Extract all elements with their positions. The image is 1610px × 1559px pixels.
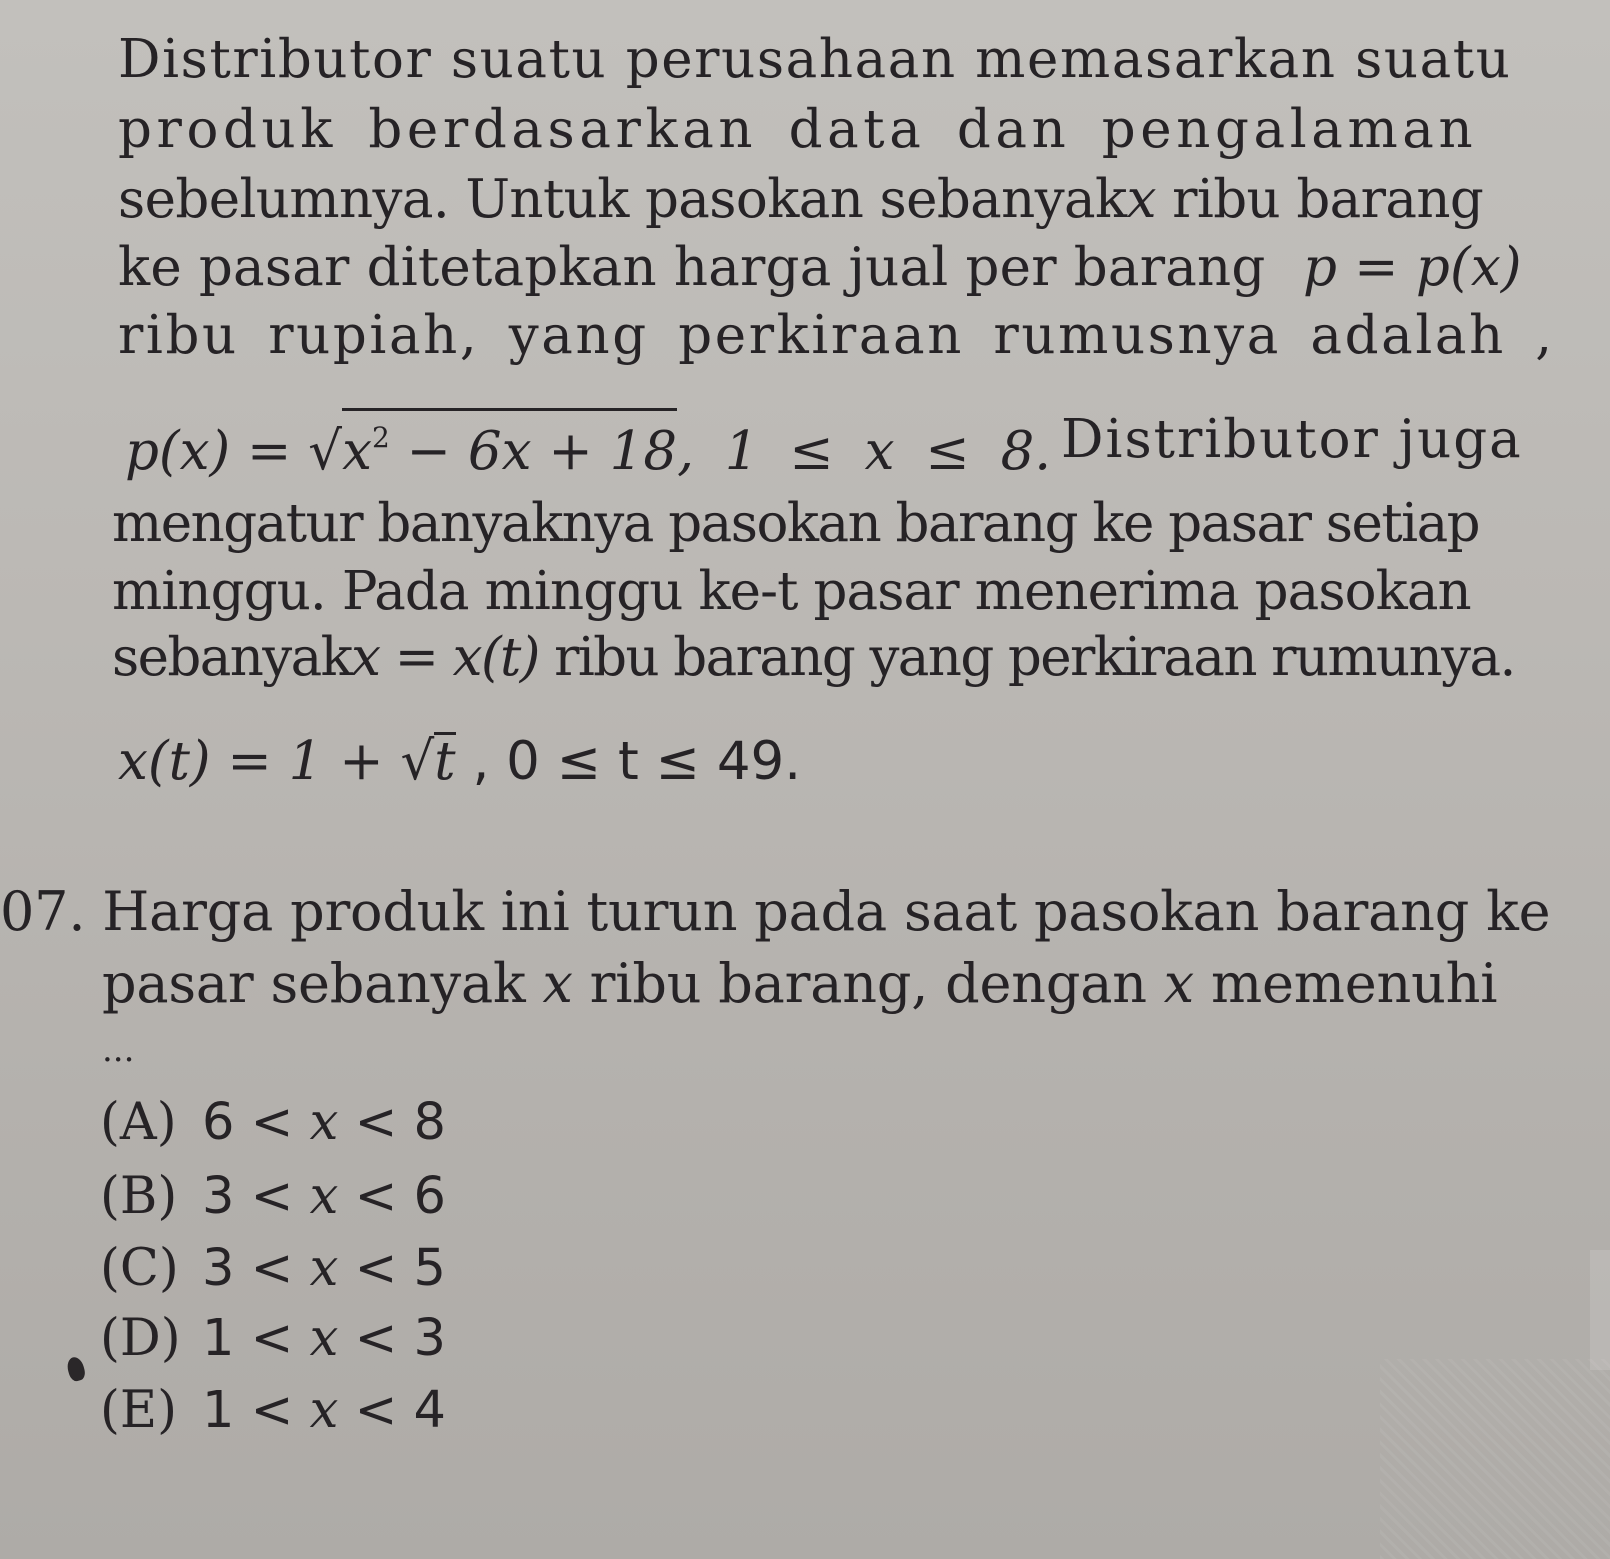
variable-x: x — [542, 952, 573, 1015]
option-d[interactable] — [100, 1308, 446, 1370]
intro-text: produk berdasarkan data dan pengalaman — [118, 99, 1478, 160]
variable-x: x — [1163, 952, 1195, 1015]
option-letter: (A) — [100, 1093, 177, 1152]
radicand — [342, 408, 678, 482]
upper-bound: 6 — [413, 1167, 446, 1226]
radicand: t — [434, 731, 456, 792]
lower-bound: 3 — [202, 1239, 235, 1298]
upper-bound: 5 — [413, 1239, 446, 1298]
intro-line-5 — [118, 304, 1555, 368]
option-c[interactable] — [100, 1238, 446, 1300]
variable-x: x — [309, 1309, 339, 1368]
question-text: ribu barang, dengan — [572, 952, 1147, 1015]
lower-bound: 6 — [202, 1093, 235, 1152]
radicand-x: x — [342, 421, 372, 482]
intro-text: ribu rupiah, yang perkiraan rumusnya adalah , — [118, 305, 1555, 366]
supply-function-notation: x = x(t) — [351, 627, 539, 688]
intro-text: sebanyak — [112, 627, 352, 688]
pen-mark-icon — [65, 1355, 87, 1382]
option-inequality: 3 < x < 5 — [202, 1239, 446, 1298]
square-root — [400, 730, 455, 794]
intro-text: minggu. Pada minggu ke-t pasar menerima pasokan — [112, 561, 1471, 622]
intro-text: ke pasar ditetapkan harga jual per barang — [118, 237, 1266, 298]
intro-text: Distributor juga — [1061, 409, 1523, 470]
option-letter: (D) — [100, 1309, 181, 1368]
variable-x: x — [309, 1239, 339, 1298]
paper-texture — [1380, 1359, 1610, 1559]
intro-text: mengatur banyaknya pasokan barang ke pasar setiap — [112, 493, 1480, 554]
intro-line-8 — [112, 560, 1471, 624]
variable-x: x — [309, 1167, 339, 1226]
intro-line-4 — [118, 236, 1522, 300]
upper-bound: 8 — [413, 1093, 446, 1152]
radicand-rest: − 6x + 18 — [389, 421, 678, 482]
intro-line-7 — [112, 492, 1479, 556]
lower-bound: 1 — [202, 1309, 235, 1368]
intro-line-9 — [112, 626, 1515, 690]
formula-supply — [118, 730, 801, 794]
question-line-2 — [102, 952, 1497, 1016]
option-e[interactable] — [100, 1380, 446, 1442]
option-letter: (B) — [100, 1167, 178, 1226]
intro-text: sebelumnya. Untuk pasokan sebanyak — [118, 169, 1127, 230]
formula-lhs: p(x) = — [125, 421, 292, 482]
paper-edge — [1590, 1250, 1610, 1370]
question-text: memenuhi — [1194, 952, 1498, 1015]
upper-bound: 3 — [413, 1309, 446, 1368]
intro-text: ribu barang — [1155, 169, 1484, 230]
question-text: Harga produk ini turun pada saat pasokan barang ke — [102, 880, 1551, 943]
lower-bound: 3 — [202, 1167, 235, 1226]
intro-text: Distributor suatu perusahaan memasarkan suatu — [118, 29, 1512, 90]
variable-x: x — [309, 1381, 339, 1440]
square-root — [308, 408, 677, 484]
formula-price — [125, 408, 1523, 484]
option-letter: (C) — [100, 1239, 179, 1298]
option-inequality: 1 < x < 4 — [202, 1381, 446, 1440]
intro-line-3 — [118, 168, 1483, 232]
upper-bound: 4 — [413, 1381, 446, 1440]
radical-sign-icon: √ — [400, 731, 435, 792]
option-a[interactable] — [100, 1092, 446, 1154]
intro-line-1 — [118, 28, 1511, 92]
intro-line-2 — [118, 98, 1477, 162]
lower-bound: 1 — [202, 1381, 235, 1440]
formula-lhs: x(t) = 1 + — [118, 731, 384, 792]
formula-domain: , 0 ≤ t ≤ 49. — [472, 731, 802, 792]
option-letter: (E) — [100, 1381, 178, 1440]
question-number: 07. — [0, 880, 86, 943]
option-b[interactable] — [100, 1166, 446, 1228]
option-inequality: 6 < x < 8 — [202, 1093, 446, 1152]
question-ellipsis — [102, 1018, 134, 1082]
variable-x: x — [309, 1093, 339, 1152]
question-line-1 — [0, 880, 1550, 944]
ellipsis-text: ... — [102, 1030, 135, 1070]
option-inequality: 3 < x < 6 — [202, 1167, 446, 1226]
radical-sign-icon: √ — [308, 421, 343, 482]
price-function-notation: p = p(x) — [1303, 237, 1522, 298]
exponent: 2 — [371, 421, 390, 454]
formula-domain: , 1 ≤ x ≤ 8. — [677, 421, 1052, 482]
option-inequality: 1 < x < 3 — [202, 1309, 446, 1368]
intro-text: ribu barang yang perkiraan rumunya. — [554, 627, 1515, 688]
variable-x: x — [1126, 169, 1156, 230]
question-text: pasar sebanyak — [102, 952, 526, 1015]
